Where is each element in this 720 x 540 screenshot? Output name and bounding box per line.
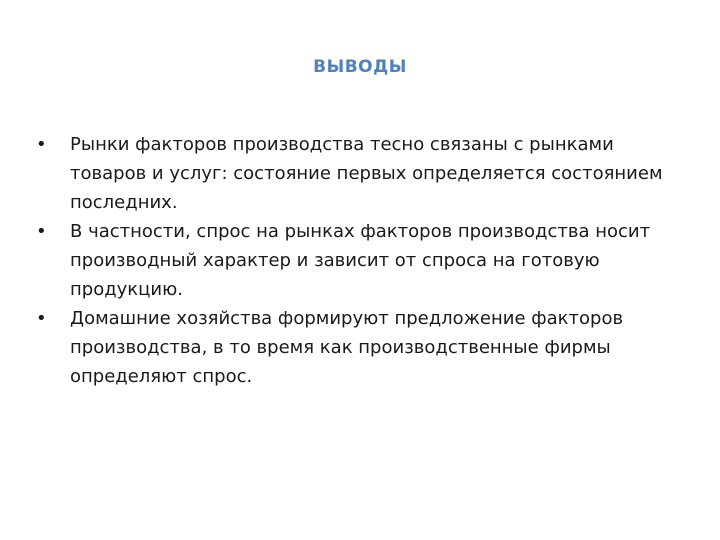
bullet-text: Домашние хозяйства формируют предложение факторов производства, в то время как производственные фирмы определяют спрос. — [70, 308, 624, 387]
bullet-item — [36, 304, 676, 391]
bullet-marker: • — [36, 134, 47, 155]
slide-title — [0, 57, 720, 77]
bullet-marker: • — [36, 221, 47, 242]
slide-title-text: ВЫВОДЫ — [313, 57, 407, 77]
bullet-list — [36, 130, 676, 391]
bullet-item — [36, 130, 676, 217]
bullet-text: Рынки факторов производства тесно связаны с рынками товаров и услуг: состояние первых определяется состоянием последних. — [70, 134, 663, 213]
bullet-item — [36, 217, 676, 304]
bullet-marker: • — [36, 308, 47, 329]
bullet-text: В частности, спрос на рынках факторов производства носит производный характер и зависит от спроса на готовую продукцию. — [70, 221, 651, 300]
